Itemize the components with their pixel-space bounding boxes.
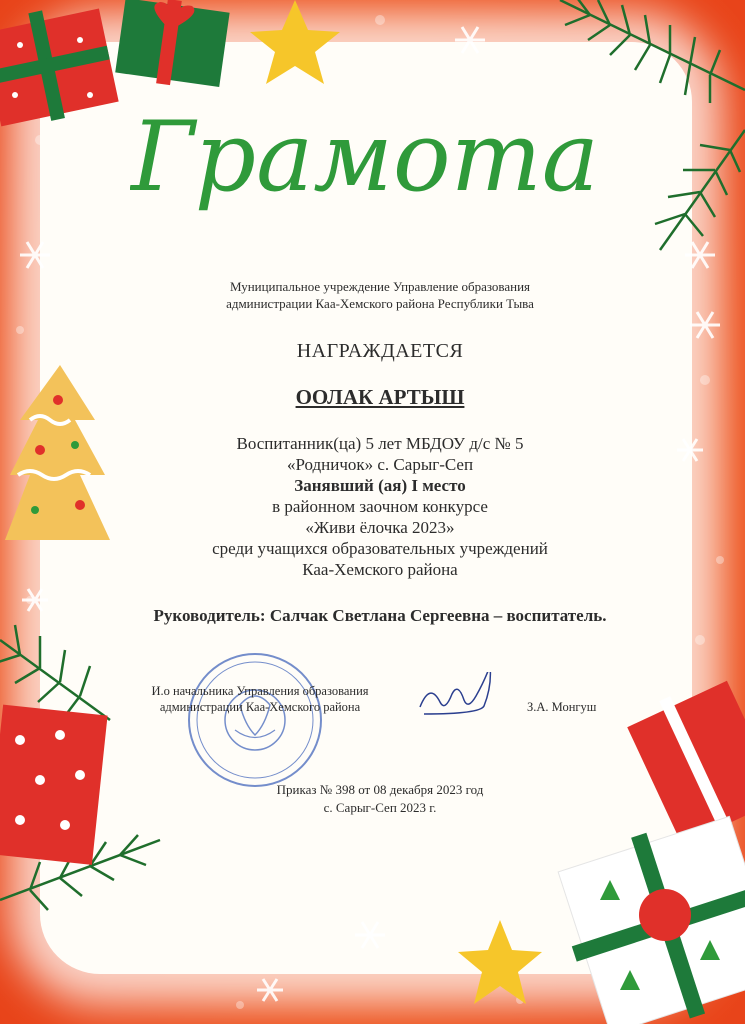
org-line-1: Муниципальное учреждение Управление образования <box>229 279 531 294</box>
certificate-title <box>130 92 600 222</box>
signatory-name: З.А. Монгуш <box>527 700 597 714</box>
signatory-title-line-2: администрации Каа-Хемского района <box>159 700 361 714</box>
leader-line: Руководитель: Салчак Светлана Сергеевна – воспитатель. <box>153 606 607 625</box>
description-line-6: среди учащихся образовательных учреждений <box>212 539 548 558</box>
description-line-2: «Родничок» с. Сарыг-Сеп <box>286 455 474 474</box>
handwritten-signature-icon <box>415 672 505 722</box>
description-line-7: Каа-Хемского района <box>302 560 458 579</box>
signatory-title <box>130 683 390 715</box>
order-line-1: Приказ № 398 от 08 декабря 2023 год <box>276 782 484 797</box>
description-line-4: в районном заочном конкурсе <box>272 497 488 516</box>
recipient-name: ООЛАК АРТЫШ <box>295 385 465 409</box>
order-line-2: с. Сарыг-Сеп 2023 г. <box>323 800 437 815</box>
title-text: Грамота <box>131 101 599 213</box>
description-line-3: Занявший (ая) I место <box>294 476 466 495</box>
official-stamp-icon <box>180 650 330 790</box>
org-line-2: администрации Каа-Хемского района Республики Тыва <box>226 296 534 311</box>
description-line-5: «Живи ёлочка 2023» <box>305 518 455 537</box>
awarded-heading: НАГРАЖДАЕТСЯ <box>296 340 464 362</box>
order-info <box>100 781 660 817</box>
organization-name <box>100 278 660 312</box>
signatory-title-line-1: И.о начальника Управления образования <box>151 684 369 698</box>
award-description <box>100 433 660 580</box>
description-line-1: Воспитанник(ца) 5 лет МБДОУ д/с № 5 <box>236 434 524 453</box>
